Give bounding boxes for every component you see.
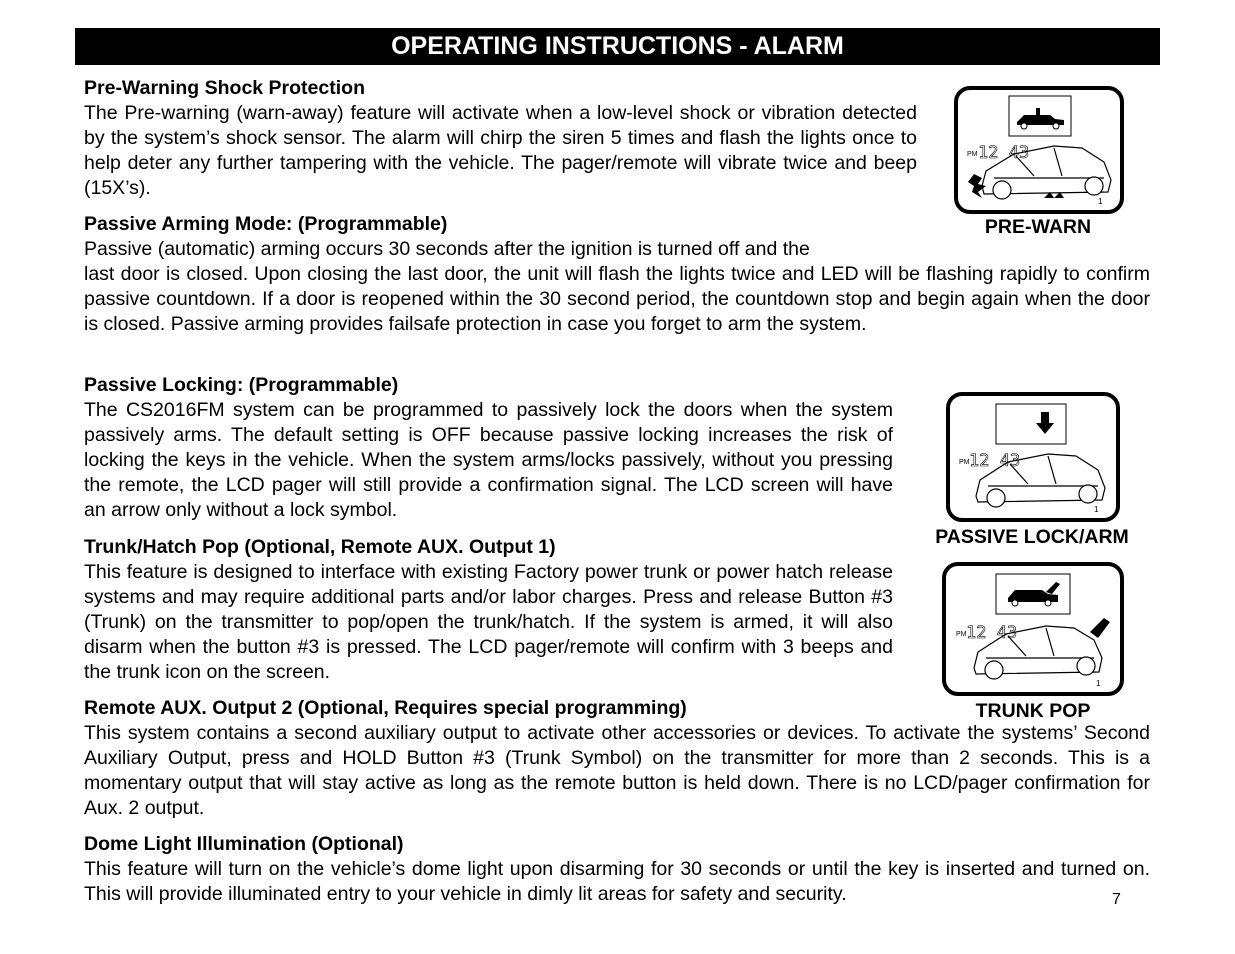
lcd-time: 12 43 [978, 143, 1030, 163]
page-number: 7 [1112, 891, 1121, 908]
passive-arming-text-first: Passive (automatic) arming occurs 30 seconds after the ignition is turned off and the [84, 238, 810, 260]
pm-label: PM [956, 631, 967, 638]
pm-label: PM [967, 151, 978, 158]
svg-text:1: 1 [1098, 197, 1103, 206]
passive-arming-text-rest: last door is closed. Upon closing the last door, the unit will flash the lights twice and LED will be flashing rapidly to confirm passive countdown. If a door is reopened within the 30 second period, the countdown stop and begin again when the door is closed. Passive arming provides failsafe protection in case you forget to arm the system. [84, 263, 1150, 336]
lcd-time: 12 43 [966, 623, 1018, 643]
svg-text:1: 1 [1094, 505, 1099, 514]
prewarn-text: The Pre-warning (warn-away) feature will activate when a low-level shock or vibration detected by the system’s shock sensor. The alarm will chirp the siren 5 times and flash the lights once to help deter any further tampering with the vehicle. The pager/remote will vibrate twice and beep (15X’s). [84, 102, 917, 200]
prewarn-heading: Pre-Warning Shock Protection [84, 77, 365, 99]
pager-prewarn-figure [954, 86, 1124, 214]
aux2-text: This system contains a second auxiliary output to activate other accessories or devices. To activate the systems’ Second Auxiliary Output, press and HOLD Button #3 (Trunk Symbol) on the transmitter for more than 2 seconds. This is a momentary output that will stay active as long as the remote button is held down. There is no LCD/pager confirmation for Aux. 2 output. [84, 722, 1150, 820]
passive-locking-heading: Passive Locking: (Programmable) [84, 374, 399, 396]
dome-text: This feature will turn on the vehicle’s dome light upon disarming for 30 seconds or until the key is inserted and turned on. This will provide illuminated entry to your vehicle in dimly lit areas for safety and security. [84, 858, 1150, 906]
dome-heading: Dome Light Illumination (Optional) [84, 833, 404, 855]
aux2-heading: Remote AUX. Output 2 (Optional, Requires special programming) [84, 697, 687, 719]
caption-passive: PASSIVE LOCK/ARM [935, 526, 1129, 548]
passive-locking-text: The CS2016FM system can be programmed to passively lock the doors when the system passively arms. The default setting is OFF because passive locking increases the risk of locking the keys in the vehicle. When the system arms/locks passively, without you pressing the remote, the LCD pager will still provide a confirmation signal. The LCD screen will have an arrow only without a lock symbol. [84, 399, 893, 522]
caption-prewarn: PRE-WARN [984, 216, 1092, 238]
passive-arming-heading: Passive Arming Mode: (Programmable) [84, 213, 448, 235]
pm-label: PM [959, 459, 970, 466]
pager-passive-figure [946, 392, 1120, 522]
pager-trunk-figure [942, 562, 1124, 696]
trunk-heading: Trunk/Hatch Pop (Optional, Remote AUX. Output 1) [84, 536, 556, 558]
svg-text:1: 1 [1096, 679, 1101, 688]
page-title: OPERATING INSTRUCTIONS - ALARM [75, 28, 1160, 65]
caption-trunk: TRUNK POP [975, 700, 1091, 717]
trunk-text: This feature is designed to interface with existing Factory power trunk or power hatch release systems and may require additional parts and/or labor charges. Press and release Button #3 (Trunk) on the transmitter to pop/open the trunk/hatch. If the system is armed, it will also disarm when the button #3 is pressed. The LCD pager/remote will confirm with 3 beeps and the trunk icon on the screen. [84, 561, 893, 684]
lcd-time: 12 43 [969, 451, 1021, 471]
